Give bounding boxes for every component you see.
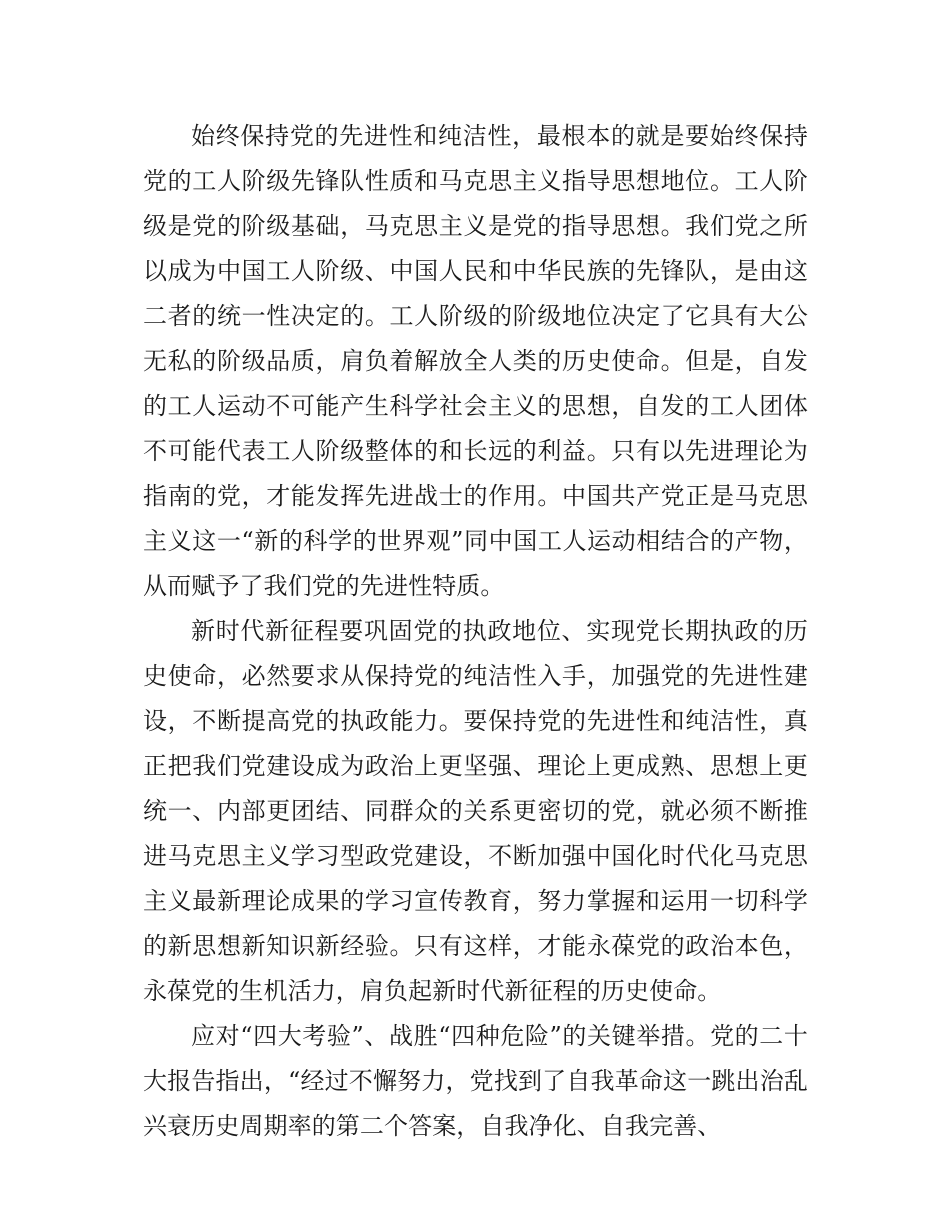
document-body [143, 114, 808, 1149]
paragraph-2: 新时代新征程要巩固党的执政地位、实现党长期执政的历史使命，必然要求从保持党的纯洁性入手，加强党的先进性建设，不断提高党的执政能力。要保持党的先进性和纯洁性，真正把我们党建设成为政治上更坚强、理论上更成熟、思想上更统一、内部更团结、同群众的关系更密切的党，就必须不断推进马克思主义学习型政党建设，不断加强中国化时代化马克思主义最新理论成果的学习宣传教育，努力掌握和运用一切科学的新思想新知识新经验。只有这样，才能永葆党的政治本色，永葆党的生机活力，肩负起新时代新征程的历史使命。 [143, 617, 808, 1005]
paragraph-1: 始终保持党的先进性和纯洁性，最根本的就是要始终保持党的工人阶级先锋队性质和马克思主义指导思想地位。工人阶级是党的阶级基础，马克思主义是党的指导思想。我们党之所以成为中国工人阶级、中国人民和中华民族的先锋队，是由这二者的统一性决定的。工人阶级的阶级地位决定了它具有大公无私的阶级品质，肩负着解放全人类的历史使命。但是，自发的工人运动不可能产生科学社会主义的思想，自发的工人团体不可能代表工人阶级整体的和长远的利益。只有以先进理论为指南的党，才能发挥先进战士的作用。中国共产党正是马克思主义这一“新的科学的世界观”同中国工人运动相结合的产物，从而赋予了我们党的先进性特质。 [143, 122, 808, 600]
paragraph-3: 应对“四大考验”、战胜“四种危险”的关键举措。党的二十大报告指出，“经过不懈努力，党找到了自我革命这一跳出治乱兴衰历史周期率的第二个答案，自我净化、自我完善、 [143, 1022, 808, 1140]
